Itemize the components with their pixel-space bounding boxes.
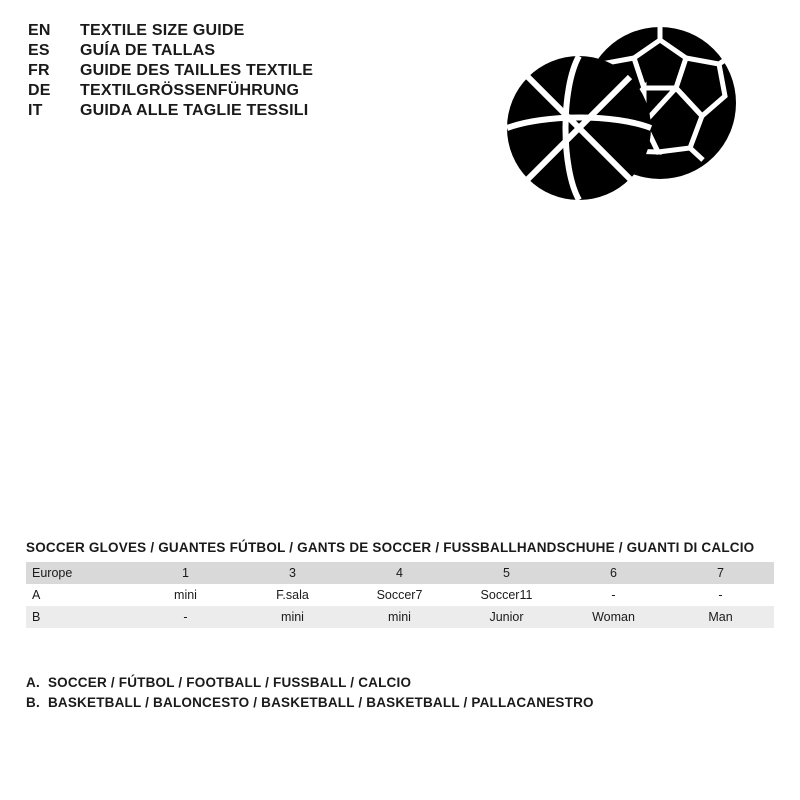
footnote-b	[26, 695, 766, 710]
table-header-cell: 6	[610, 566, 617, 580]
table-cell: Man	[708, 610, 733, 624]
footnote-key: B.	[26, 695, 40, 710]
footnote-a	[26, 675, 766, 690]
language-title: GUIDE DES TAILLES TEXTILE	[80, 62, 314, 79]
footnotes	[26, 675, 766, 715]
balls-illustration	[475, 18, 745, 228]
table-header-cell: 4	[396, 566, 403, 580]
table-header-cell: 7	[717, 566, 724, 580]
table-cell: Junior	[489, 610, 524, 624]
footnote-text: SOCCER / FÚTBOL / FOOTBALL / FUSSBALL / CALCIO	[47, 675, 412, 690]
table-cell: Soccer7	[376, 588, 423, 602]
language-title: GUIDA ALLE TAGLIE TESSILI	[80, 102, 309, 119]
language-row	[28, 62, 488, 80]
table-cell: -	[718, 588, 723, 602]
language-code: DE	[28, 82, 51, 99]
table-header-row	[26, 562, 774, 584]
table-cell: mini	[174, 588, 197, 602]
table-row	[26, 606, 774, 628]
size-table-title: SOCCER GLOVES / GUANTES FÚTBOL / GANTS DE SOCCER / FUSSBALLHANDSCHUHE / GUANTI DI CALCIO	[26, 540, 755, 555]
language-code: ES	[28, 42, 50, 59]
table-header-cell: 5	[503, 566, 510, 580]
table-row	[26, 584, 774, 606]
table-cell: mini	[281, 610, 304, 624]
language-title: TEXTILGRÖSSENFÜHRUNG	[80, 82, 300, 99]
language-row	[28, 82, 488, 100]
basketball-icon	[507, 56, 651, 200]
language-code: EN	[28, 22, 51, 39]
language-title: TEXTILE SIZE GUIDE	[80, 22, 245, 39]
language-header	[28, 22, 488, 122]
footnote-text: BASKETBALL / BALONCESTO / BASKETBALL / BASKETBALL / PALLACANESTRO	[47, 695, 594, 710]
language-code: FR	[28, 62, 50, 79]
table-cell: -	[183, 610, 188, 624]
table-cell: Woman	[592, 610, 635, 624]
table-header-cell: 1	[182, 566, 189, 580]
table-row-label: A	[32, 588, 41, 602]
table-cell: Soccer11	[480, 588, 533, 602]
language-row	[28, 22, 488, 40]
size-table	[26, 562, 774, 628]
table-row-label: B	[32, 610, 41, 624]
table-header-cell: 3	[289, 566, 296, 580]
language-row	[28, 102, 488, 120]
language-title: GUÍA DE TALLAS	[80, 42, 216, 59]
table-header-cell: Europe	[32, 566, 73, 580]
table-cell: -	[611, 588, 616, 602]
size-table-section	[26, 540, 774, 628]
language-row	[28, 42, 488, 60]
language-code: IT	[28, 102, 43, 119]
table-cell: mini	[388, 610, 411, 624]
table-cell: F.sala	[276, 588, 309, 602]
footnote-key: A.	[26, 675, 40, 690]
